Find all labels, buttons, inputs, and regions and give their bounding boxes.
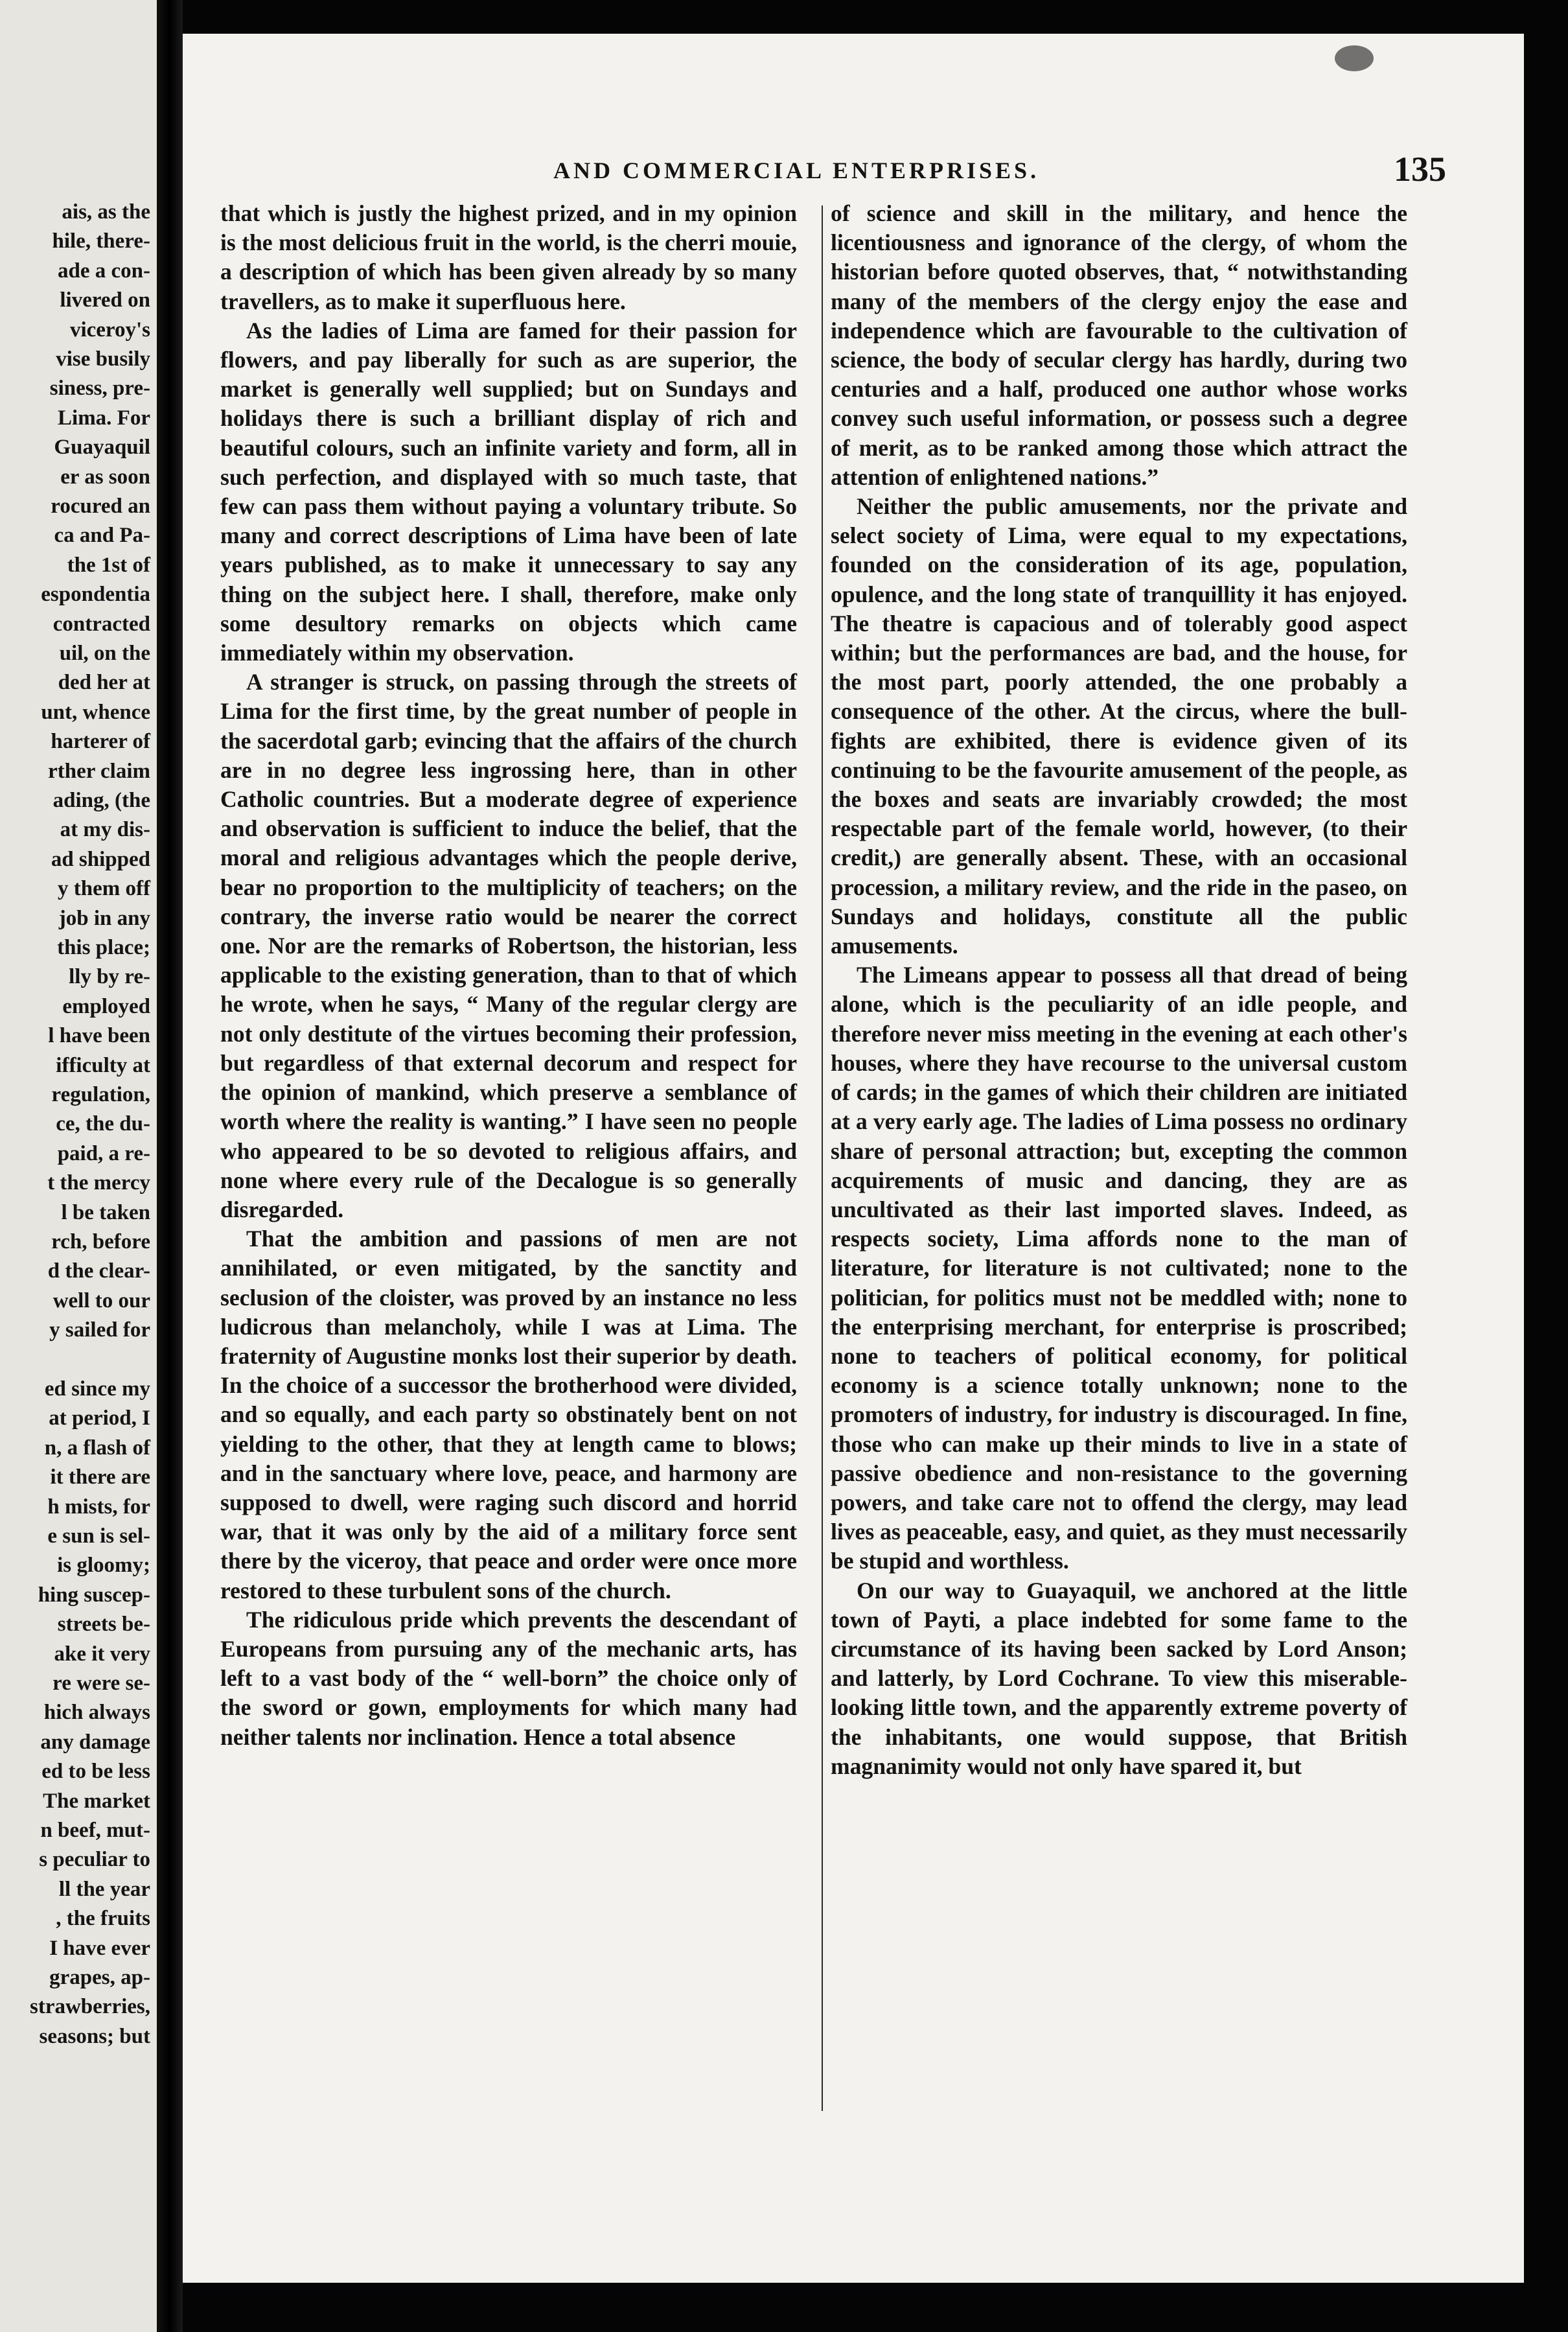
facing-page-line: well to our	[52, 1288, 150, 1312]
facing-page-line: harterer of	[51, 730, 150, 754]
facing-page-line: the 1st of	[67, 553, 150, 577]
facing-page-line: I have ever	[49, 1936, 150, 1960]
paragraph: As the ladies of Lima are famed for their passion for flowers, and pay liberally for such as are superior, the market is generally well supplied; but on Sundays and holidays there is such a brilliant display of rich and beautiful colours, such an infinite variety and form, all in such perfection, and displayed with so much taste, that few can pass them without paying a voluntary tribute. So many and correct descriptions of Lima have been of late years published, as to make it unnecessary to say any thing on the subject here. I shall, therefore, make only some desultory remarks on objects which came immediately within my observation.	[220, 317, 797, 666]
facing-page-line: ais, as the	[62, 200, 150, 224]
facing-page-line: t the mercy	[47, 1171, 150, 1195]
facing-page-line: n, a flash of	[44, 1436, 150, 1460]
facing-page-line: regulation,	[51, 1083, 150, 1106]
facing-page-line: livered on	[60, 288, 150, 312]
facing-page-line: lly by re-	[69, 965, 150, 989]
facing-page-line: n beef, mut-	[40, 1819, 150, 1842]
facing-page-line: ad shipped	[51, 847, 150, 871]
facing-page-line: this place;	[57, 936, 150, 959]
paragraph: A stranger is struck, on passing through the streets of Lima for the first time, by the great number of people in the sacerdotal garb; evincing that the affairs of the church are in no degree less ingrossing here, than in other Catholic countries. But a moderate degree of experience and observation is sufficient to induce the belief, that the moral and religious advantages which the people derive, bear no proportion to the multiplicity of teachers; on the contrary, the inverse ratio would be nearer the correct one. Nor are the remarks of Robertson, the historian, less applicable to the existing generation, than to that of which he wrote, when he says, “ Many of the regular clergy are not only destitute of the virtues becoming their profession, but regardless of that external decorum and respect for the opinion of mankind, which preserve a semblance of worth where the reality is wanting.” I have seen no people who appeared to be so devoted to religious affairs, and none where every rule of the Decalogue is so generally disregarded.	[220, 669, 797, 1222]
facing-page-line: ade a con-	[58, 259, 150, 283]
facing-page-line: rch, before	[51, 1230, 150, 1253]
facing-page-line: ed to be less	[41, 1760, 150, 1784]
paragraph: Neither the public amusements, nor the private and select society of Lima, were equal to my expectations, founded on the consideration of its age, population, opulence, and the long state of tranquillity it has enjoyed. The theatre is capacious and of tolerably good aspect within; but the performances are bad, and the house, for the most part, poorly attended, the one probably a consequence of the other. At the circus, where the bull-fights are exhibited, there is evidence given of its continuing to be the favourite amusement of the people, as the boxes and seats are invariably crowded; the most respectable part of the female world, however, (to their credit,) are generally absent. These, with an occasional procession, a military review, and the ride in the paseo, on Sundays and holidays, constitute all the public amusements.	[831, 493, 1407, 959]
facing-page-line: streets be-	[57, 1613, 150, 1637]
facing-page-line: vise busily	[56, 347, 150, 371]
running-head: AND COMMERCIAL ENTERPRISES.	[553, 157, 1040, 183]
facing-page-line: rther claim	[48, 759, 150, 783]
book-page	[183, 34, 1524, 2283]
facing-page-line: employed	[62, 994, 150, 1018]
paragraph: The Limeans appear to possess all that dread of being alone, which is the peculiarity of an idle people, and therefore never miss meeting in the evening at each other's houses, where they have recourse to the universal custom of cards; in the games of which their children are initiated at a very early age. The ladies of Lima possess no ordinary share of personal attraction; but, excepting the common acquirements of music and dancing, they are as uncultivated as their last imported slaves. Indeed, as respects society, Lima affords none to the man of literature, for literature is not cultivated; none to the politician, for politics must not be meddled with; none to the enterprising merchant, for enterprise is proscribed; none to teachers of political economy, for political economy is a science totally unknown; none to the promoters of industry, for industry is discouraged. In fine, those who can make up their minds to live in a state of passive obedience and non-resistance to the governing powers, and take care not to offend the clergy, may lead lives as peaceable, easy, and quiet, as they must necessarily be stupid and worthless.	[831, 962, 1407, 1574]
facing-page-line: is gloomy;	[57, 1554, 150, 1578]
paragraph: On our way to Guayaquil, we anchored at the little town of Payti, a place indebted for some fame to the circumstance of its having been sacked by Lord Anson; and latterly, by Lord Cochrane. To view this miserable-looking little town, and the apparently extreme poverty of the inhabitants, one would suppose, that British magnanimity would not only have spared it, but	[831, 1577, 1407, 1779]
facing-page-line: job in any	[58, 906, 150, 930]
facing-page-line: unt, whence	[41, 700, 150, 724]
facing-page-line: re were se-	[52, 1672, 150, 1695]
facing-page-line: y them off	[58, 877, 150, 901]
book-gutter	[157, 0, 183, 2332]
facing-page-line: ce, the du-	[56, 1112, 150, 1136]
facing-page-line: contracted	[52, 612, 150, 636]
facing-page-line: siness, pre-	[49, 377, 150, 401]
facing-page-fragment	[0, 0, 157, 2332]
facing-page-line: ed since my	[44, 1377, 150, 1401]
facing-page-line: l be taken	[61, 1200, 150, 1224]
facing-page-line: ca and Pa-	[54, 524, 150, 548]
facing-page-line: strawberries,	[29, 1995, 150, 2019]
facing-page-line: at period, I	[49, 1406, 150, 1430]
facing-page-line: viceroy's	[69, 318, 150, 342]
facing-page-line: any damage	[40, 1730, 150, 1754]
facing-page-line: at my dis-	[60, 818, 150, 842]
facing-page-line: espondentia	[41, 583, 150, 607]
ink-blot	[1335, 45, 1374, 71]
page-number: 135	[1394, 150, 1446, 189]
facing-page-line: uil, on the	[59, 642, 150, 665]
facing-page-line: hing suscep-	[38, 1583, 150, 1607]
facing-page-line: hile, there-	[52, 229, 150, 253]
facing-page-line: e sun is sel-	[47, 1524, 150, 1548]
column-rule	[822, 205, 823, 2111]
facing-page-line: l have been	[48, 1024, 150, 1048]
paragraph: of science and skill in the military, and hence the licentiousness and ignorance of the clergy, of whom the historian before quoted observes, that, “ notwithstanding many of the members of the clergy enjoy the ease and independence which are favourable to the cultivation of science, the body of secular clergy has hardly, during two centuries and a half, produced one author whose works convey such useful information, or possess such a degree of merit, as to be ranked among those which attract the attention of enlightened nations.”	[831, 200, 1407, 490]
right-column	[831, 199, 1407, 1781]
facing-page-line: Lima. For	[58, 406, 150, 430]
facing-page-line: grapes, ap-	[49, 1966, 150, 1989]
paragraph: That the ambition and passions of men are not annihilated, or even mitigated, by the sanctity and seclusion of the cloister, was proved by an instance no less ludicrous than melancholy, while I was at Lima. The fraternity of Augustine monks lost their superior by death. In the choice of a successor the brotherhood were divided, and so equally, and each party so obstinately bent on not yielding to the other, that they at length came to blows; and in the sanctuary where love, peace, and harmony are supposed to dwell, were raging such discord and horrid war, that it was only by the aid of a military force sent there by the viceroy, that peace and order were once more restored to these turbulent sons of the church.	[220, 1226, 797, 1603]
facing-page-line: hich always	[43, 1701, 150, 1725]
facing-page-line: rocured an	[51, 495, 150, 518]
facing-page-line: ded her at	[58, 671, 150, 695]
facing-page-line: , the fruits	[56, 1907, 150, 1931]
facing-page-line: ake it very	[54, 1642, 150, 1666]
left-column	[220, 199, 797, 1752]
paragraph: The ridiculous pride which prevents the descendant of Europeans from pursuing any of the mechanic arts, has left to a vast body of the “ well-born” the choice only of the sword or gown, employments for which many had neither talents nor inclination. Hence a total absence	[220, 1606, 797, 1750]
facing-page-line: Guayaquil	[54, 436, 150, 460]
facing-page-line: ll the year	[58, 1877, 150, 1901]
paragraph: that which is justly the highest prized, and in my opinion is the most delicious fruit in the world, is the cherri mouie, a description of which has been given already by so many travellers, as to make it superfluous here.	[220, 200, 797, 314]
facing-page-line: paid, a re-	[57, 1141, 150, 1165]
facing-page-line: d the clear-	[47, 1259, 150, 1283]
facing-page-line: seasons; but	[39, 2024, 150, 2048]
facing-page-line: er as soon	[60, 465, 150, 489]
facing-page-line: ifficulty at	[56, 1053, 150, 1077]
facing-page-line: s peculiar to	[39, 1848, 150, 1872]
facing-page-line: h mists, for	[47, 1495, 150, 1519]
facing-page-line: ading, (the	[52, 789, 150, 812]
facing-page-line: y sailed for	[49, 1318, 150, 1342]
page-header	[183, 150, 1524, 196]
facing-page-line: The market	[43, 1789, 150, 1813]
facing-page-line: it there are	[50, 1465, 150, 1489]
